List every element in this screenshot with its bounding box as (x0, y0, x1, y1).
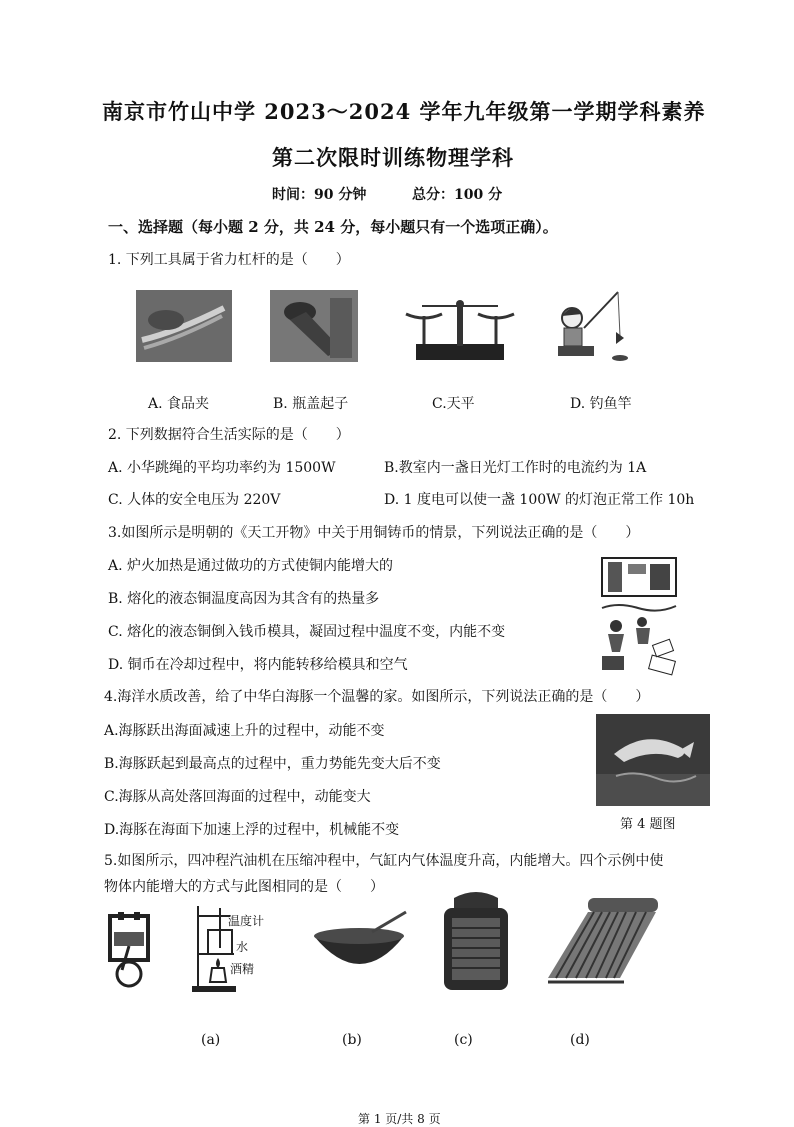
solar-water-heater-photo (544, 894, 660, 990)
q2-option-a: A. 小华跳绳的平均功率约为 1500W (108, 460, 336, 476)
dolphin-photo (596, 714, 710, 806)
q5-option-c: (c) (454, 1032, 473, 1048)
q1-stem: 1. 下列工具属于省力杠杆的是（ ） (108, 252, 350, 268)
exam-title-line2: 第二次限时训练物理学科 (272, 145, 514, 170)
q5-option-d: (d) (570, 1032, 590, 1048)
q1-option-a: A. 食品夹 (148, 396, 210, 412)
apparatus-label-water: 水 (236, 940, 249, 954)
exam-score: 总分：100 分 (412, 187, 503, 203)
q2-stem: 2. 下列数据符合生活实际的是（ ） (108, 427, 350, 443)
electric-heater-photo (440, 888, 512, 992)
q2-option-b: B.教室内一盏日光灯工作时的电流约为 1A (384, 460, 647, 476)
q3-option-a: A. 炉火加热是通过做功的方式使铜内能增大的 (108, 558, 394, 574)
bottle-opener-photo (270, 290, 358, 362)
q4-option-b: B.海豚跃起到最高点的过程中，重力势能先变大后不变 (104, 756, 441, 772)
q5-option-b: (b) (342, 1032, 362, 1048)
engine-cylinder-icon (104, 912, 154, 992)
q5-stem-line1: 5.如图所示，四冲程汽油机在压缩冲程中，气缸内气体温度升高，内能增大。四个示例中使 (104, 853, 664, 869)
q5-stem-line2: 物体内能增大的方式与此图相同的是（ ） (104, 879, 384, 895)
stir-fry-wok-photo (312, 910, 410, 986)
q2-option-d: D. 1 度电可以使一盏 100W 的灯泡正常工作 10h (384, 492, 695, 508)
q4-figure-caption: 第 4 题图 (620, 817, 676, 832)
q2-option-c: C. 人体的安全电压为 220V (108, 492, 281, 508)
page-footer: 第 1 页/共 8 页 (358, 1112, 441, 1126)
q1-option-d: D. 钓鱼竿 (570, 396, 632, 412)
q3-option-d: D. 铜币在冷却过程中，将内能转移给模具和空气 (108, 657, 408, 673)
apparatus-label-alcohol: 酒精 (230, 962, 255, 976)
apparatus-label-thermometer: 温度计 (228, 914, 265, 928)
q4-option-c: C.海豚从高处落回海面的过程中，动能变大 (104, 789, 371, 805)
fishing-child-icon (554, 288, 634, 366)
exam-time: 时间：90 分钟 (272, 187, 367, 203)
q4-stem: 4.海洋水质改善，给了中华白海豚一个温馨的家。如图所示，下列说法正确的是（ ） (104, 689, 650, 705)
q1-option-c: C.天平 (432, 396, 475, 412)
coin-casting-illustration (598, 556, 680, 676)
q3-option-b: B. 熔化的液态铜温度高因为其含有的热量多 (108, 591, 380, 607)
q1-option-b: B. 瓶盖起子 (273, 396, 349, 412)
q3-option-c: C. 熔化的液态铜倒入钱币模具，凝固过程中温度不变，内能不变 (108, 624, 506, 640)
q5-option-a: (a) (201, 1032, 221, 1048)
section-heading: 一、选择题（每小题 2 分，共 24 分，每小题只有一个选项正确）。 (108, 218, 558, 236)
balance-scale-icon (402, 292, 518, 364)
exam-title-line1: 南京市竹山中学 2023～2024 学年九年级第一学期学科素养 (102, 99, 706, 124)
q4-option-d: D.海豚在海面下加速上浮的过程中，机械能不变 (104, 822, 400, 838)
q3-stem: 3.如图所示是明朝的《天工开物》中关于用铜铸币的情景，下列说法正确的是（ ） (108, 525, 640, 541)
q4-option-a: A.海豚跃出海面减速上升的过程中，动能不变 (104, 723, 385, 739)
food-tongs-photo (136, 290, 232, 362)
